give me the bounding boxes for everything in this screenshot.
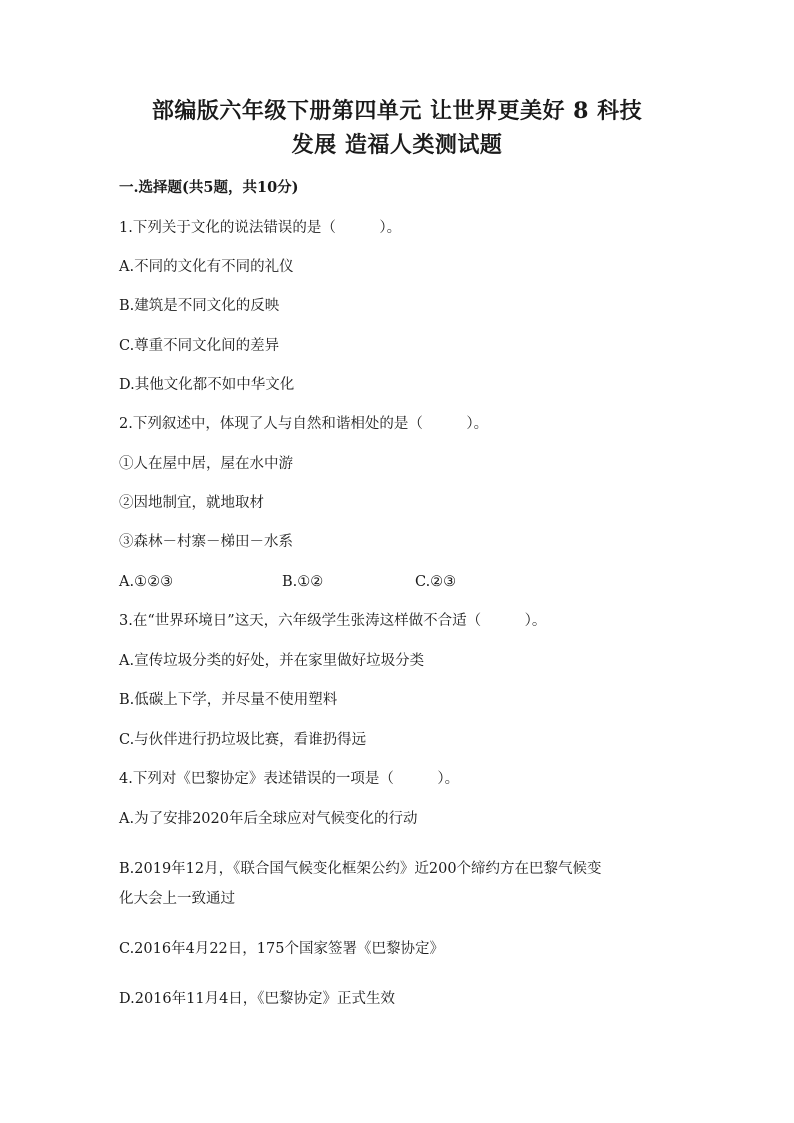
question-4-option-d: D.2016年11月4日，《巴黎协定》正式生效 [119, 991, 396, 1007]
question-2-option-c: C.②③ [415, 574, 457, 590]
question-1-option-c: C.尊重不同文化间的差异 [119, 338, 280, 354]
question-2-statement-3: ③森林－村寨－梯田－水系 [119, 534, 293, 550]
question-1-option-b: B.建筑是不同文化的反映 [119, 298, 280, 314]
question-4-option-b-continued: 化大会上一致通过 [119, 891, 235, 907]
question-1-option-a: A.不同的文化有不同的礼仪 [119, 259, 294, 275]
question-2-statement-1: ①人在屋中居，屋在水中游 [119, 456, 293, 472]
question-3-option-a: A.宣传垃圾分类的好处，并在家里做好垃圾分类 [119, 653, 425, 669]
question-2-stem: 2.下列叙述中，体现了人与自然和谐相处的是（ ）。 [119, 416, 489, 432]
question-4-option-c: C.2016年4月22日，175个国家签署《巴黎协定》 [119, 941, 444, 957]
question-2-statement-2: ②因地制宜，就地取材 [119, 495, 264, 511]
question-3-option-c: C.与伙伴进行扔垃圾比赛，看谁扔得远 [119, 732, 367, 748]
question-3-option-b: B.低碳上下学，并尽量不使用塑料 [119, 692, 338, 708]
question-1-stem: 1.下列关于文化的说法错误的是（ ）。 [119, 220, 402, 236]
section-heading: 一.选择题(共5题，共10分) [119, 179, 299, 196]
question-4-stem: 4.下列对《巴黎协定》表述错误的一项是（ ）。 [119, 771, 460, 787]
question-2-option-a: A.①②③ [119, 574, 174, 590]
question-2-option-b: B.①② [282, 574, 324, 590]
question-3-stem: 3.在“世界环境日”这天，六年级学生张涛这样做不合适（ ）。 [119, 613, 547, 629]
document-title-line-1: 部编版六年级下册第四单元 让世界更美好 8 科技 [151, 98, 643, 124]
question-4-option-a: A.为了安排2020年后全球应对气候变化的行动 [119, 811, 418, 827]
question-1-option-d: D.其他文化都不如中华文化 [119, 377, 295, 393]
question-4-option-b: B.2019年12月，《联合国气候变化框架公约》近200个缔约方在巴黎气候变 [119, 861, 602, 877]
document-title-line-2: 发展 造福人类测试题 [291, 132, 503, 158]
